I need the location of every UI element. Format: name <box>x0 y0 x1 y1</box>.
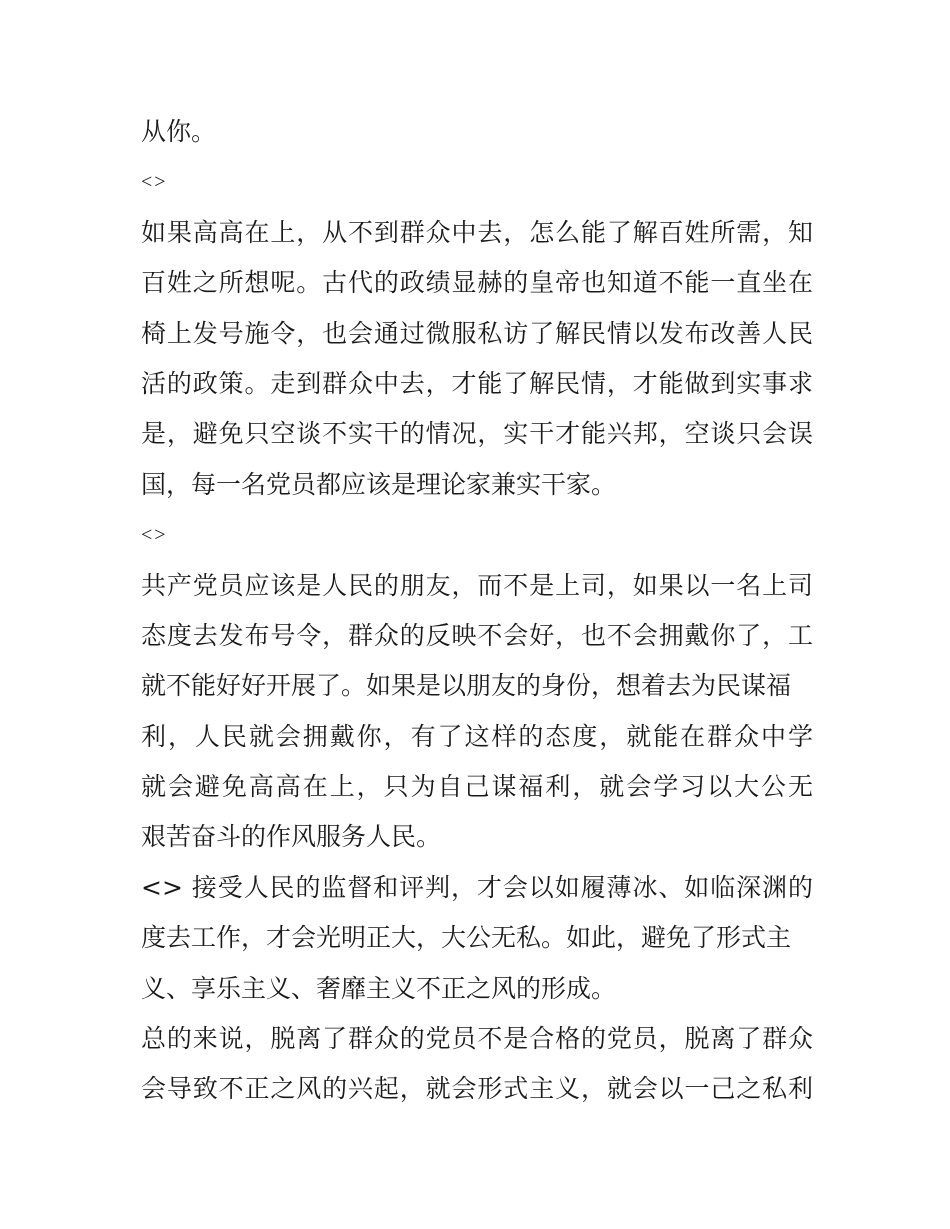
text-line: 利，人民就会拥戴你，有了这样的态度，就能在群众中学 <box>141 721 813 751</box>
text-line: 是，避免只空谈不实干的情况，实干才能兴邦，空谈只会误 <box>141 419 813 449</box>
text-line: 度去工作，才会光明正大，大公无私。如此，避免了形式主 <box>141 923 792 953</box>
text-line: 椅上发号施令，也会通过微服私访了解民情以发布改善人民 <box>141 318 813 348</box>
text-line: 就会避免高高在上，只为自己谋福利，就会学习以大公无 <box>141 772 813 802</box>
text-line: 就不能好好开展了。如果是以朋友的身份，想着去为民谋福 <box>141 671 792 701</box>
marker-line: <> <box>141 171 168 194</box>
text-line: 活的政策。走到群众中去，才能了解民情，才能做到实事求 <box>141 368 813 398</box>
marker-line: <> <box>141 524 168 547</box>
text-line: 如果高高在上，从不到群众中去，怎么能了解百姓所需，知 <box>141 217 813 247</box>
text-line: 总的来说，脱离了群众的党员不是合格的党员，脱离了群众 <box>141 1024 813 1054</box>
text-line: 从你。 <box>141 117 217 146</box>
text-line: 共产党员应该是人民的朋友，而不是上司，如果以一名上司 <box>141 570 813 600</box>
text-line: <> 接受人民的监督和评判，才会以如履薄冰、如临深渊的 <box>141 872 813 902</box>
text-line: 态度去发布号令，群众的反映不会好，也不会拥戴你了，工 <box>141 620 813 650</box>
text-line: 义、享乐主义、奢靡主义不正之风的形成。 <box>141 973 617 1003</box>
document-body <box>141 107 813 1115</box>
text-line: 会导致不正之风的兴起，就会形式主义，就会以一己之私利 <box>141 1074 813 1104</box>
text-line: 国，每一名党员都应该是理论家兼实干家。 <box>141 469 617 499</box>
text-line: 百姓之所想呢。古代的政绩显赫的皇帝也知道不能一直坐在 <box>141 268 813 298</box>
text-line: 艰苦奋斗的作风服务人民。 <box>141 822 442 852</box>
